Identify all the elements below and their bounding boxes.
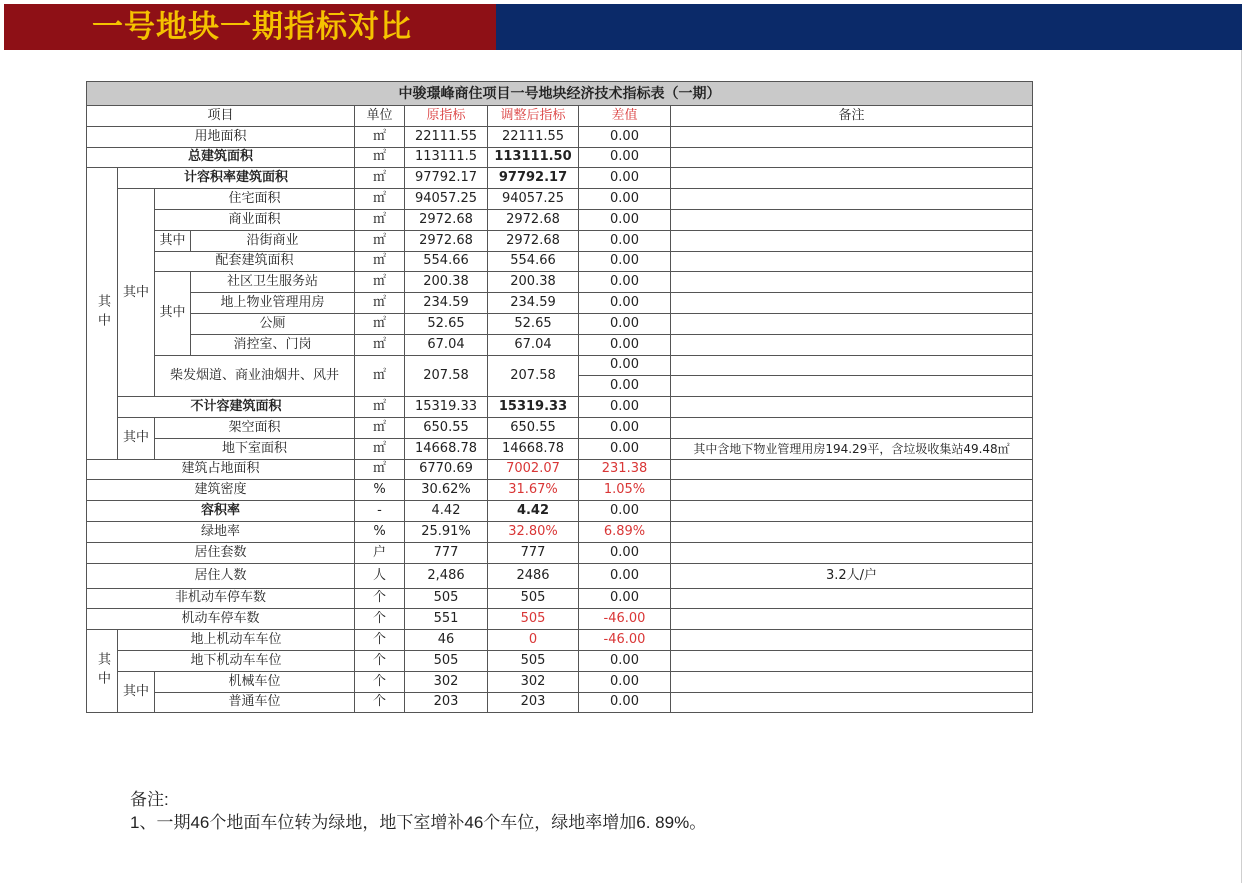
table-cell: 554.66 xyxy=(488,251,579,272)
qizhong-far: 其中 xyxy=(118,189,155,397)
table-cell: 14668.78 xyxy=(405,438,488,459)
table-cell-empty xyxy=(671,671,1033,692)
table-cell: 15319.33 xyxy=(488,397,579,418)
table-cell: 总建筑面积 xyxy=(87,147,355,168)
table-cell: ㎡ xyxy=(355,334,405,355)
table-cell: 231.38 xyxy=(579,459,671,480)
table-row xyxy=(87,542,1033,563)
table-cell: 505 xyxy=(488,588,579,609)
table-cell: 2972.68 xyxy=(405,230,488,251)
table-cell: 2486 xyxy=(488,563,579,588)
table-cell: 个 xyxy=(355,692,405,713)
table-cell-empty xyxy=(671,542,1033,563)
table-cell: 203 xyxy=(405,692,488,713)
table-cell: 0.00 xyxy=(579,168,671,189)
table-row xyxy=(87,630,1033,651)
table-cell-empty xyxy=(671,397,1033,418)
table-cell: 52.65 xyxy=(488,313,579,334)
table-cell-empty xyxy=(671,480,1033,501)
table-cell: 计容积率建筑面积 xyxy=(118,168,355,189)
table-cell: 普通车位 xyxy=(155,692,355,713)
table-cell-empty xyxy=(671,459,1033,480)
table-row xyxy=(87,272,1033,293)
table-cell: 0 xyxy=(488,630,579,651)
table-cell: 505 xyxy=(488,650,579,671)
footnote-title: 备注: xyxy=(130,790,169,809)
table-row xyxy=(87,501,1033,522)
table-cell: 社区卫生服务站 xyxy=(191,272,355,293)
table-row xyxy=(87,397,1033,418)
table-cell: 505 xyxy=(405,588,488,609)
header-orig: 原指标 xyxy=(405,106,488,127)
table-cell: ㎡ xyxy=(355,189,405,210)
table-cell: 207.58 xyxy=(488,355,579,397)
table-cell: 地下机动车车位 xyxy=(118,650,355,671)
table-cell: 6770.69 xyxy=(405,459,488,480)
table-cell: 67.04 xyxy=(488,334,579,355)
table-cell: 14668.78 xyxy=(488,438,579,459)
table-cell: 个 xyxy=(355,588,405,609)
table-cell-empty xyxy=(671,417,1033,438)
table-cell-empty xyxy=(671,251,1033,272)
table-cell: 234.59 xyxy=(488,293,579,314)
table-cell: 0.00 xyxy=(579,542,671,563)
table-cell: 0.00 xyxy=(579,355,671,376)
table-cell: 2972.68 xyxy=(488,230,579,251)
table-row xyxy=(87,334,1033,355)
qizhong-commercial: 其中 xyxy=(155,230,191,251)
table-cell: 户 xyxy=(355,542,405,563)
table-cell: 非机动车停车数 xyxy=(87,588,355,609)
table-cell: 地下室面积 xyxy=(155,438,355,459)
table-cell-empty xyxy=(671,630,1033,651)
table-cell: 0.00 xyxy=(579,650,671,671)
table-cell: 个 xyxy=(355,671,405,692)
table-cell: 0.00 xyxy=(579,334,671,355)
table-row xyxy=(87,209,1033,230)
table-cell: 777 xyxy=(488,542,579,563)
table-cell: 0.00 xyxy=(579,272,671,293)
table-row xyxy=(87,126,1033,147)
table-cell: 0.00 xyxy=(579,417,671,438)
table-cell: 67.04 xyxy=(405,334,488,355)
table-cell: 22111.55 xyxy=(488,126,579,147)
table-cell: 2,486 xyxy=(405,563,488,588)
table-cell: 6.89% xyxy=(579,521,671,542)
table-cell: 个 xyxy=(355,630,405,651)
table-cell: 505 xyxy=(488,609,579,630)
table-cell-empty xyxy=(671,334,1033,355)
table-row xyxy=(87,293,1033,314)
table-cell: 46 xyxy=(405,630,488,651)
table-cell: 其中含地下物业管理用房194.29平，含垃圾收集站49.48㎡ xyxy=(671,438,1033,459)
table-cell: ㎡ xyxy=(355,147,405,168)
table-row xyxy=(87,588,1033,609)
table-cell: 建筑占地面积 xyxy=(87,459,355,480)
table-cell: 302 xyxy=(405,671,488,692)
table-cell: 0.00 xyxy=(579,376,671,397)
table-cell: 用地面积 xyxy=(87,126,355,147)
table-cell: 0.00 xyxy=(579,563,671,588)
table-cell: 113111.5 xyxy=(405,147,488,168)
table-cell: 30.62% xyxy=(405,480,488,501)
table-cell: 7002.07 xyxy=(488,459,579,480)
table-cell: 97792.17 xyxy=(488,168,579,189)
table-cell: 505 xyxy=(405,650,488,671)
table-cell-empty xyxy=(671,313,1033,334)
table-row xyxy=(87,417,1033,438)
table-cell: 个 xyxy=(355,650,405,671)
table-cell: 777 xyxy=(405,542,488,563)
table-row xyxy=(87,671,1033,692)
table-cell: 203 xyxy=(488,692,579,713)
table-cell: 113111.50 xyxy=(488,147,579,168)
table-cell: 650.55 xyxy=(405,417,488,438)
table-cell: 0.00 xyxy=(579,230,671,251)
footnote-line: 1、一期46个地面车位转为绿地，地下室增补46个车位，绿地率增加6. 89%。 xyxy=(130,813,707,832)
table-row xyxy=(87,650,1033,671)
table-cell: ㎡ xyxy=(355,397,405,418)
table-row xyxy=(87,230,1033,251)
table-cell-empty xyxy=(671,588,1033,609)
page-title: 一号地块一期指标对比 xyxy=(92,9,412,45)
table-cell: 个 xyxy=(355,609,405,630)
table-row xyxy=(87,521,1033,542)
table-cell-empty xyxy=(671,692,1033,713)
table-cell: 200.38 xyxy=(488,272,579,293)
table-cell: 3.2人/户 xyxy=(671,563,1033,588)
table-cell: 配套建筑面积 xyxy=(155,251,355,272)
table-cell: 建筑密度 xyxy=(87,480,355,501)
table-cell-empty xyxy=(671,650,1033,671)
table-cell: 机动车停车数 xyxy=(87,609,355,630)
header-unit: 单位 xyxy=(355,106,405,127)
table-cell: 25.91% xyxy=(405,521,488,542)
table-cell-empty xyxy=(671,230,1033,251)
table-cell: 不计容建筑面积 xyxy=(118,397,355,418)
table-cell: ㎡ xyxy=(355,293,405,314)
table-cell: 0.00 xyxy=(579,671,671,692)
table-cell: 0.00 xyxy=(579,251,671,272)
table-cell: 0.00 xyxy=(579,692,671,713)
table-cell: ㎡ xyxy=(355,168,405,189)
table-cell: 94057.25 xyxy=(488,189,579,210)
table-cell: 0.00 xyxy=(579,209,671,230)
table-cell-empty xyxy=(671,521,1033,542)
table-header-row xyxy=(87,106,1033,127)
table-cell: ㎡ xyxy=(355,272,405,293)
table-cell: 207.58 xyxy=(405,355,488,397)
table-cell-empty xyxy=(671,293,1033,314)
table-cell: 0.00 xyxy=(579,189,671,210)
table-cell: 绿地率 xyxy=(87,521,355,542)
table-cell: -46.00 xyxy=(579,630,671,651)
table-cell: 302 xyxy=(488,671,579,692)
table-cell: ㎡ xyxy=(355,251,405,272)
table-cell: ㎡ xyxy=(355,230,405,251)
table-cell: 97792.17 xyxy=(405,168,488,189)
table-cell-empty xyxy=(671,376,1033,397)
table-cell: ㎡ xyxy=(355,209,405,230)
table-cell: 沿街商业 xyxy=(191,230,355,251)
indicator-table xyxy=(86,81,1033,713)
table-cell-empty xyxy=(671,272,1033,293)
table-title: 中骏璟峰商住项目一号地块经济技术指标表（一期） xyxy=(87,82,1033,106)
table-cell: 4.42 xyxy=(405,501,488,522)
table-cell-empty xyxy=(671,147,1033,168)
table-row xyxy=(87,355,1033,376)
table-cell: 52.65 xyxy=(405,313,488,334)
table-cell: 31.67% xyxy=(488,480,579,501)
table-cell: 人 xyxy=(355,563,405,588)
table-cell: 0.00 xyxy=(579,438,671,459)
table-cell: 0.00 xyxy=(579,397,671,418)
table-cell: 2972.68 xyxy=(488,209,579,230)
table-cell: 地上机动车车位 xyxy=(118,630,355,651)
table-cell: 居住套数 xyxy=(87,542,355,563)
table-cell: 94057.25 xyxy=(405,189,488,210)
table-cell-empty xyxy=(671,126,1033,147)
table-cell: ㎡ xyxy=(355,126,405,147)
table-cell: 地上物业管理用房 xyxy=(191,293,355,314)
qizhong-supporting: 其中 xyxy=(155,272,191,355)
table-cell-empty xyxy=(671,501,1033,522)
table-row xyxy=(87,313,1033,334)
qizhong-nonfar: 其中 xyxy=(118,417,155,459)
table-cell: 200.38 xyxy=(405,272,488,293)
table-cell: 234.59 xyxy=(405,293,488,314)
page-edge-divider xyxy=(1241,50,1242,883)
table-cell: 消控室、门岗 xyxy=(191,334,355,355)
table-cell-empty xyxy=(671,609,1033,630)
table-cell: 柴发烟道、商业油烟井、风井 xyxy=(155,355,355,397)
table-row xyxy=(87,189,1033,210)
table-cell-empty xyxy=(671,355,1033,376)
table-cell: 0.00 xyxy=(579,147,671,168)
table-cell: 容积率 xyxy=(87,501,355,522)
table-row xyxy=(87,480,1033,501)
table-cell: ㎡ xyxy=(355,417,405,438)
table-cell: % xyxy=(355,480,405,501)
table-cell: 0.00 xyxy=(579,313,671,334)
table-cell: 2972.68 xyxy=(405,209,488,230)
table-cell: -46.00 xyxy=(579,609,671,630)
table-cell: ㎡ xyxy=(355,355,405,397)
header-adj: 调整后指标 xyxy=(488,106,579,127)
table-cell: 551 xyxy=(405,609,488,630)
table-cell: % xyxy=(355,521,405,542)
table-cell: 0.00 xyxy=(579,501,671,522)
table-cell: 15319.33 xyxy=(405,397,488,418)
table-row xyxy=(87,563,1033,588)
table-cell: 32.80% xyxy=(488,521,579,542)
table-cell: 0.00 xyxy=(579,126,671,147)
table-row xyxy=(87,609,1033,630)
table-cell: - xyxy=(355,501,405,522)
table-cell: 554.66 xyxy=(405,251,488,272)
header-blue-band xyxy=(496,4,1242,50)
table-cell: 机械车位 xyxy=(155,671,355,692)
header-item: 项目 xyxy=(87,106,355,127)
table-cell: 住宅面积 xyxy=(155,189,355,210)
table-row xyxy=(87,459,1033,480)
table-cell: ㎡ xyxy=(355,313,405,334)
header-note: 备注 xyxy=(671,106,1033,127)
table-cell: 架空面积 xyxy=(155,417,355,438)
table-cell-empty xyxy=(671,209,1033,230)
table-cell: 居住人数 xyxy=(87,563,355,588)
table-cell: 4.42 xyxy=(488,501,579,522)
table-cell: 650.55 xyxy=(488,417,579,438)
table-cell: ㎡ xyxy=(355,459,405,480)
table-cell: 0.00 xyxy=(579,588,671,609)
qizhong-underground: 其中 xyxy=(118,671,155,713)
table-cell-empty xyxy=(671,189,1033,210)
header-diff: 差值 xyxy=(579,106,671,127)
qizhong-parking: 其中 xyxy=(87,630,118,713)
table-cell: 公厕 xyxy=(191,313,355,334)
table-cell: ㎡ xyxy=(355,438,405,459)
table-row xyxy=(87,251,1033,272)
table-cell: 商业面积 xyxy=(155,209,355,230)
table-cell: 0.00 xyxy=(579,293,671,314)
table-cell: 1.05% xyxy=(579,480,671,501)
table-row xyxy=(87,147,1033,168)
table-row xyxy=(87,168,1033,189)
qizhong-outer: 其中 xyxy=(87,168,118,459)
table-cell-empty xyxy=(671,168,1033,189)
table-row xyxy=(87,692,1033,713)
table-title-row xyxy=(87,82,1033,106)
table-cell: 22111.55 xyxy=(405,126,488,147)
